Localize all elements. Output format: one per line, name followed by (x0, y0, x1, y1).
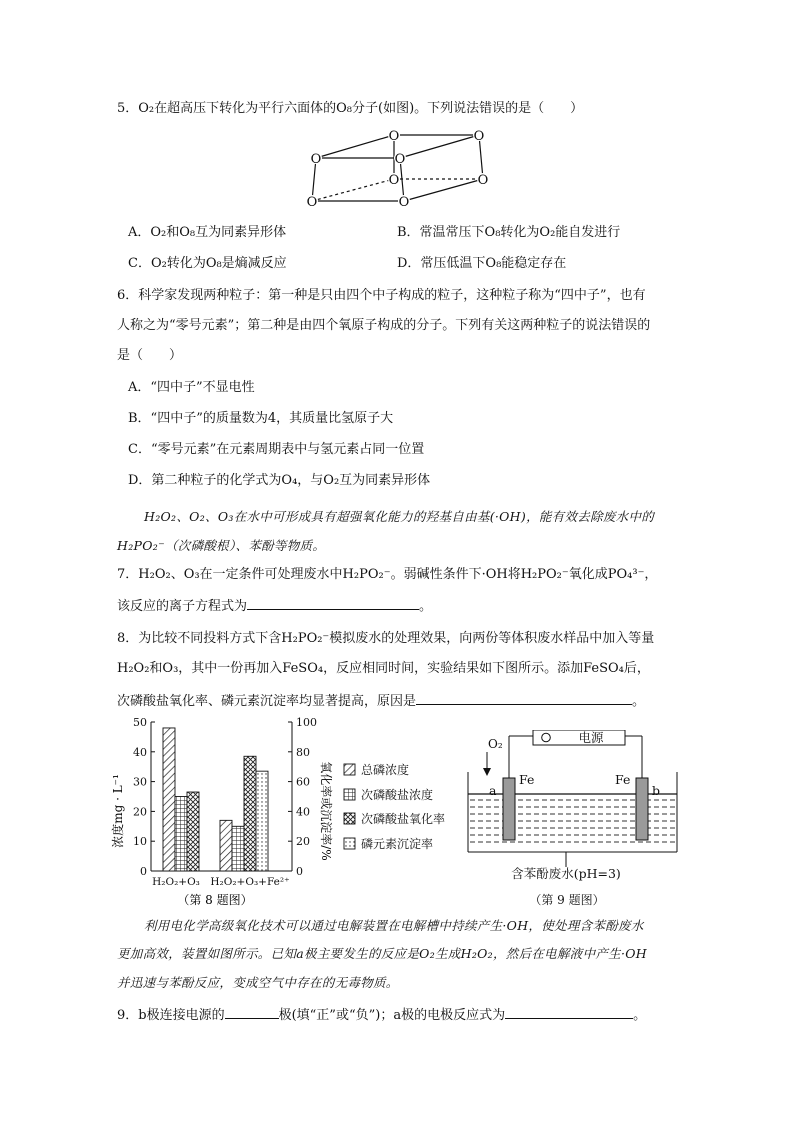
y2-tick-label: 60 (296, 775, 310, 789)
bar-diag-0 (163, 728, 175, 871)
bar-cross-1 (244, 756, 256, 871)
y2-tick-label: 100 (296, 716, 317, 729)
intro1-line2: H₂PO₂⁻（次磷酸根）、苯酚等物质。 (117, 538, 326, 553)
y2-tick-label: 80 (296, 745, 310, 759)
q9-line (117, 1004, 646, 1026)
q9-text-2: 极(填“正”或“负”)；a极的电极反应式为 (278, 1008, 506, 1023)
legend-label: 次磷酸盐氧化率 (361, 812, 446, 826)
o2-label: O₂ (488, 737, 503, 751)
o-atom: O (310, 152, 322, 167)
o-atom: O (477, 173, 489, 188)
q8-answer-blank[interactable] (416, 690, 632, 705)
bar-grid-0 (175, 797, 187, 872)
electrode-a (503, 778, 515, 840)
electrode-b-label: b (652, 783, 661, 798)
bar-diag-1 (220, 820, 232, 871)
x-tick-label: H₂O₂+O₃+Fe²⁺ (210, 876, 290, 888)
figure8-caption: （第 8 题图） (177, 893, 253, 907)
o-atom: O (473, 129, 485, 144)
legend-label: 次磷酸盐浓度 (361, 788, 434, 802)
power-source-label: 电源 (578, 730, 604, 745)
o-atom: O (388, 173, 400, 188)
q5-option-b: B．常温常压下O₈转化为O₂能自发进行 (397, 225, 621, 240)
bar-cross-0 (187, 792, 199, 871)
y2-tick-label: 40 (296, 805, 310, 819)
q8-period: 。 (632, 694, 646, 709)
intro2-line2: 更加高效，装置如图所示。已知a极主要发生的反应是O₂生成H₂O₂，然后在电解液中产生·OH (117, 946, 648, 961)
y2-tick-label: 20 (296, 835, 310, 849)
x-tick-label: H₂O₂+O₃ (152, 876, 200, 888)
legend-label: 磷元素沉淀率 (361, 837, 434, 851)
o2-arrow-head (483, 768, 491, 776)
q6-option-c: C．“零号元素”在元素周期表中与氢元素占同一位置 (128, 442, 425, 457)
intro2-line3: 并迅速与苯酚反应，变成空气中存在的无毒物质。 (117, 975, 399, 990)
legend-swatch (344, 838, 355, 849)
bar-dots-1 (256, 771, 268, 871)
figure9-electrolysis-diagram (462, 730, 692, 910)
o-atom: O (306, 195, 318, 210)
y-tick-label: 20 (133, 805, 147, 819)
electrode-a-material: Fe (519, 772, 535, 787)
electrode-b-material: Fe (615, 772, 631, 787)
y-tick-label: 10 (133, 835, 147, 849)
q9-period: 。 (633, 1008, 647, 1023)
q9-equation-blank[interactable] (505, 1004, 633, 1019)
y-tick-label: 30 (133, 775, 147, 789)
o-atom: O (398, 195, 410, 210)
y-tick-label: 40 (133, 745, 147, 759)
electrode-a-label: a (489, 783, 497, 798)
o8-molecule-diagram (300, 124, 500, 212)
y-tick-label: 0 (140, 865, 147, 878)
q7-text: 该反应的离子方程式为 (117, 599, 248, 614)
q7-line2 (117, 595, 432, 617)
q6-stem-line2: 人称之为“零号元素”；第二种是由四个氧原子构成的分子。下列有关这两种粒子的说法错误的 (117, 318, 651, 333)
intro2-line1: 利用电化学高级氧化技术可以通过电解装置在电解槽中持续产生·OH，使处理含苯酚废水 (144, 918, 644, 933)
q8-text: 次磷酸盐氧化率、磷元素沉淀率均显著提高，原因是 (117, 694, 417, 709)
y2-tick-label: 0 (296, 865, 303, 878)
q7-answer-blank[interactable] (247, 595, 419, 610)
q6-option-d: D．第二种粒子的化学式为O₄，与O₂互为同素异形体 (128, 473, 431, 488)
electrode-b (636, 778, 648, 840)
bar-grid-1 (232, 826, 244, 871)
figure9-caption: （第 9 题图） (529, 893, 605, 907)
o-atom: O (394, 152, 406, 167)
intro1-line1: H₂O₂、O₂、O₃在水中可形成具有超强氧化能力的羟基自由基(·OH)，能有效去除废水中的 (144, 509, 655, 524)
q9-electrode-blank[interactable] (225, 1004, 279, 1019)
y2-axis-label: 氧化率或沉淀率/% (319, 761, 333, 861)
legend-label: 总磷浓度 (361, 763, 410, 777)
solution-label: 含苯酚废水(pH=3) (511, 866, 621, 881)
q5-option-a: A．O₂和O₈互为同素异形体 (128, 225, 287, 240)
legend-swatch (344, 789, 355, 800)
legend-swatch (344, 764, 355, 775)
y-axis-label: 浓度mg · L⁻¹ (111, 774, 125, 848)
q7-line1: 7．H₂O₂、O₃在一定条件可处理废水中H₂PO₂⁻。弱碱性条件下·OH将H₂PO₂⁻氧化成PO₄³⁻， (117, 567, 658, 582)
legend-swatch (344, 813, 355, 824)
q6-option-b: B．“四中子”的质量数为4，其质量比氢原子大 (128, 411, 394, 426)
q5-option-d: D．常压低温下O₈能稳定存在 (397, 256, 567, 271)
figure8-bar-chart (108, 712, 458, 910)
q6-stem-line1: 6．科学家发现两种粒子：第一种是只由四个中子构成的粒子，这种粒子称为“四中子”，也有 (117, 288, 646, 303)
q8-line3 (117, 690, 645, 712)
y-tick-label: 50 (133, 716, 147, 729)
q8-line2: H₂O₂和O₃，其中一份再加入FeSO₄，反应相同时间，实验结果如下图所示。添加FeSO₄后， (117, 661, 650, 676)
q7-period: 。 (419, 599, 433, 614)
q6-stem-line3: 是（ ） (117, 348, 183, 363)
q9-text-1: 9．b极连接电源的 (117, 1008, 225, 1023)
q8-line1: 8．为比较不同投料方式下含H₂PO₂⁻模拟废水的处理效果，向两份等体积废水样品中加入等量 (117, 631, 655, 646)
q5-stem: 5．O₂在超高压下转化为平行六面体的O₈分子(如图)。下列说法错误的是（ ） (117, 101, 584, 116)
q5-option-c: C．O₂转化为O₈是熵减反应 (128, 256, 287, 271)
q6-option-a: A．“四中子”不显电性 (128, 380, 255, 395)
o-atom: O (388, 129, 400, 144)
